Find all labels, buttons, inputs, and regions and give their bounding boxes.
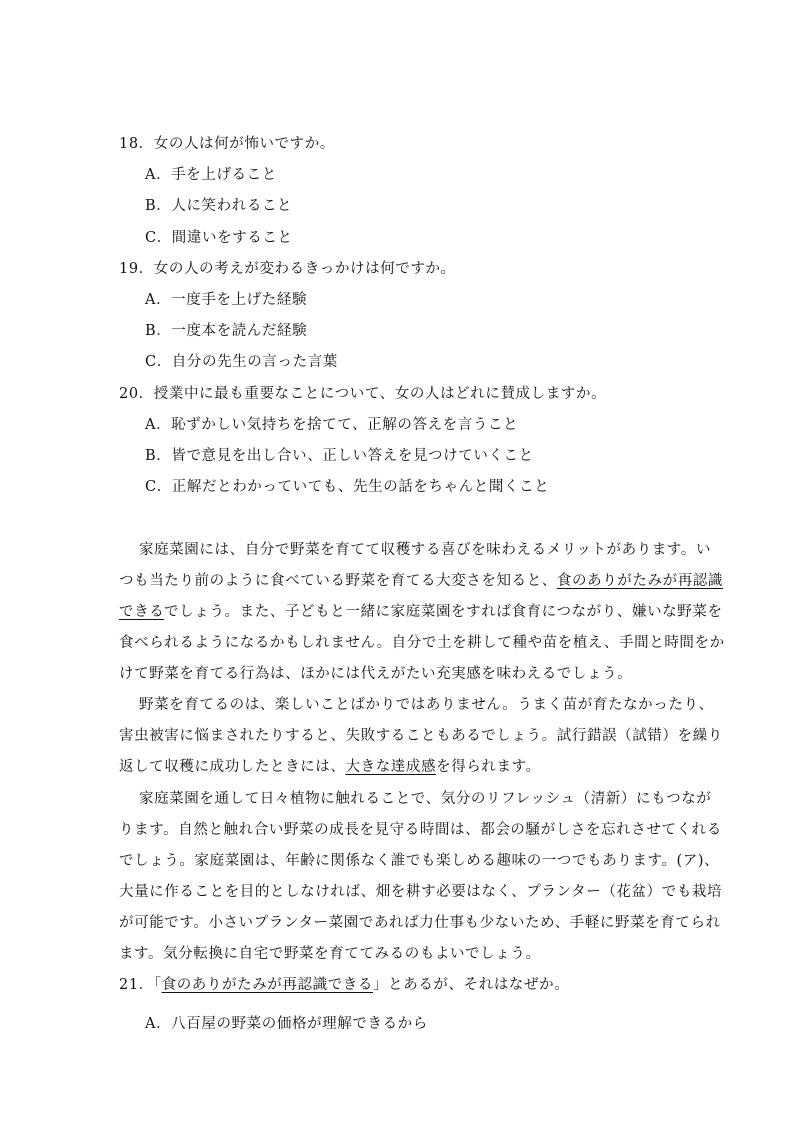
- question-20-option-b: B．皆で意見を出し合い、正しい答えを見つけていくこと: [145, 448, 534, 464]
- question-18-option-c: C．間違いをすること: [145, 230, 293, 246]
- passage-p2-line3: [119, 757, 679, 777]
- question-19-option-a: A．一度手を上げた経験: [145, 292, 308, 308]
- passage-p3-line2: ります。自然と触れ合い野菜の成長を見守る時間は、都会の騒がしさを忘れさせてくれる: [119, 822, 722, 838]
- passage-p1-line1: 家庭菜園には、自分で野菜を育てて収穫する喜びを味わえるメリットがあります。い: [139, 542, 712, 558]
- passage-text: でしょう。また、子どもと一緒に家庭菜園をすれば食育につながり、嫌いな野菜を: [164, 604, 723, 620]
- question-20-stem: 20．授業中に最も重要なことについて、女の人はどれに賛成しますか。: [119, 386, 607, 402]
- question-21-number: 21．「: [119, 977, 162, 993]
- underlined-phrase: 食のありがたみが再認識: [556, 573, 724, 589]
- underlined-phrase: 大きな達成感: [345, 759, 437, 775]
- question-19-option-c: C．自分の先生の言った言葉: [145, 354, 338, 370]
- question-20-option-a: A．恥ずかしい気持ちを捨てて、正解の答えを言うこと: [145, 417, 519, 433]
- question-18-option-a: A．手を上げること: [145, 167, 277, 183]
- question-18-stem: 18．女の人は何が怖いですか。: [119, 136, 335, 152]
- question-18-option-b: B．人に笑われること: [145, 198, 293, 214]
- passage-p1-line2: [119, 571, 724, 591]
- passage-p1-line4: 食べられるようになるかもしれません。自分で土を耕して種や苗を植え、手間と時間をか: [119, 635, 725, 651]
- passage-p3-line6: ます。気分転換に自宅で野菜を育ててみるのもよいでしょう。: [119, 946, 541, 962]
- question-19-option-b: B．一度本を読んだ経験: [145, 323, 308, 339]
- question-21-stem: [119, 975, 569, 995]
- passage-text: 返して収穫に成功したときには、: [119, 759, 346, 775]
- underlined-phrase: できる: [119, 604, 165, 620]
- passage-p3-line5: が可能です。小さいプランター菜園であれば力仕事も少ないため、手軽に野菜を育てられ: [119, 915, 721, 931]
- passage-p1-line3: [119, 602, 723, 622]
- passage-p3-line4: 大量に作ることを目的としなければ、畑を耕す必要はなく、プランター（花盆）でも栽培: [119, 884, 723, 900]
- question-19-stem: 19．女の人の考えが変わるきっかけは何ですか。: [119, 261, 456, 277]
- passage-text: つも当たり前のように食べている野菜を育てる大変さを知ると、: [119, 573, 557, 589]
- underlined-phrase: 食のありがたみが再認識できる: [161, 977, 374, 993]
- passage-p1-line5: けて野菜を育てる行為は、ほかには代えがたい充実感を味わえるでしょう。: [119, 666, 633, 682]
- passage-p3-line1: 家庭菜園を通して日々植物に触れることで、気分のリフレッシュ（清新）にもつなが: [139, 791, 712, 807]
- question-21-option-a: A．八百屋の野菜の価格が理解できるから: [145, 1016, 428, 1032]
- question-20-option-c: C．正解だとわかっていても、先生の話をちゃんと聞くこと: [145, 479, 550, 495]
- passage-text: を得られます。: [436, 759, 541, 775]
- passage-p2-line1: 野菜を育てるのは、楽しいことばかりではありません。うまく苗が育たなかったり、: [139, 697, 714, 713]
- passage-p2-line2: 害虫被害に悩まされたりすると、失敗することもあるでしょう。試行錯誤（試错）を繰り: [119, 728, 723, 744]
- question-21-text: 」とあるが、それはなぜか。: [373, 977, 570, 993]
- passage-p3-line3: でしょう。家庭菜園は、年齢に関係なく誰でも楽しめる趣味の一つでもあります。(ア)、: [119, 853, 720, 869]
